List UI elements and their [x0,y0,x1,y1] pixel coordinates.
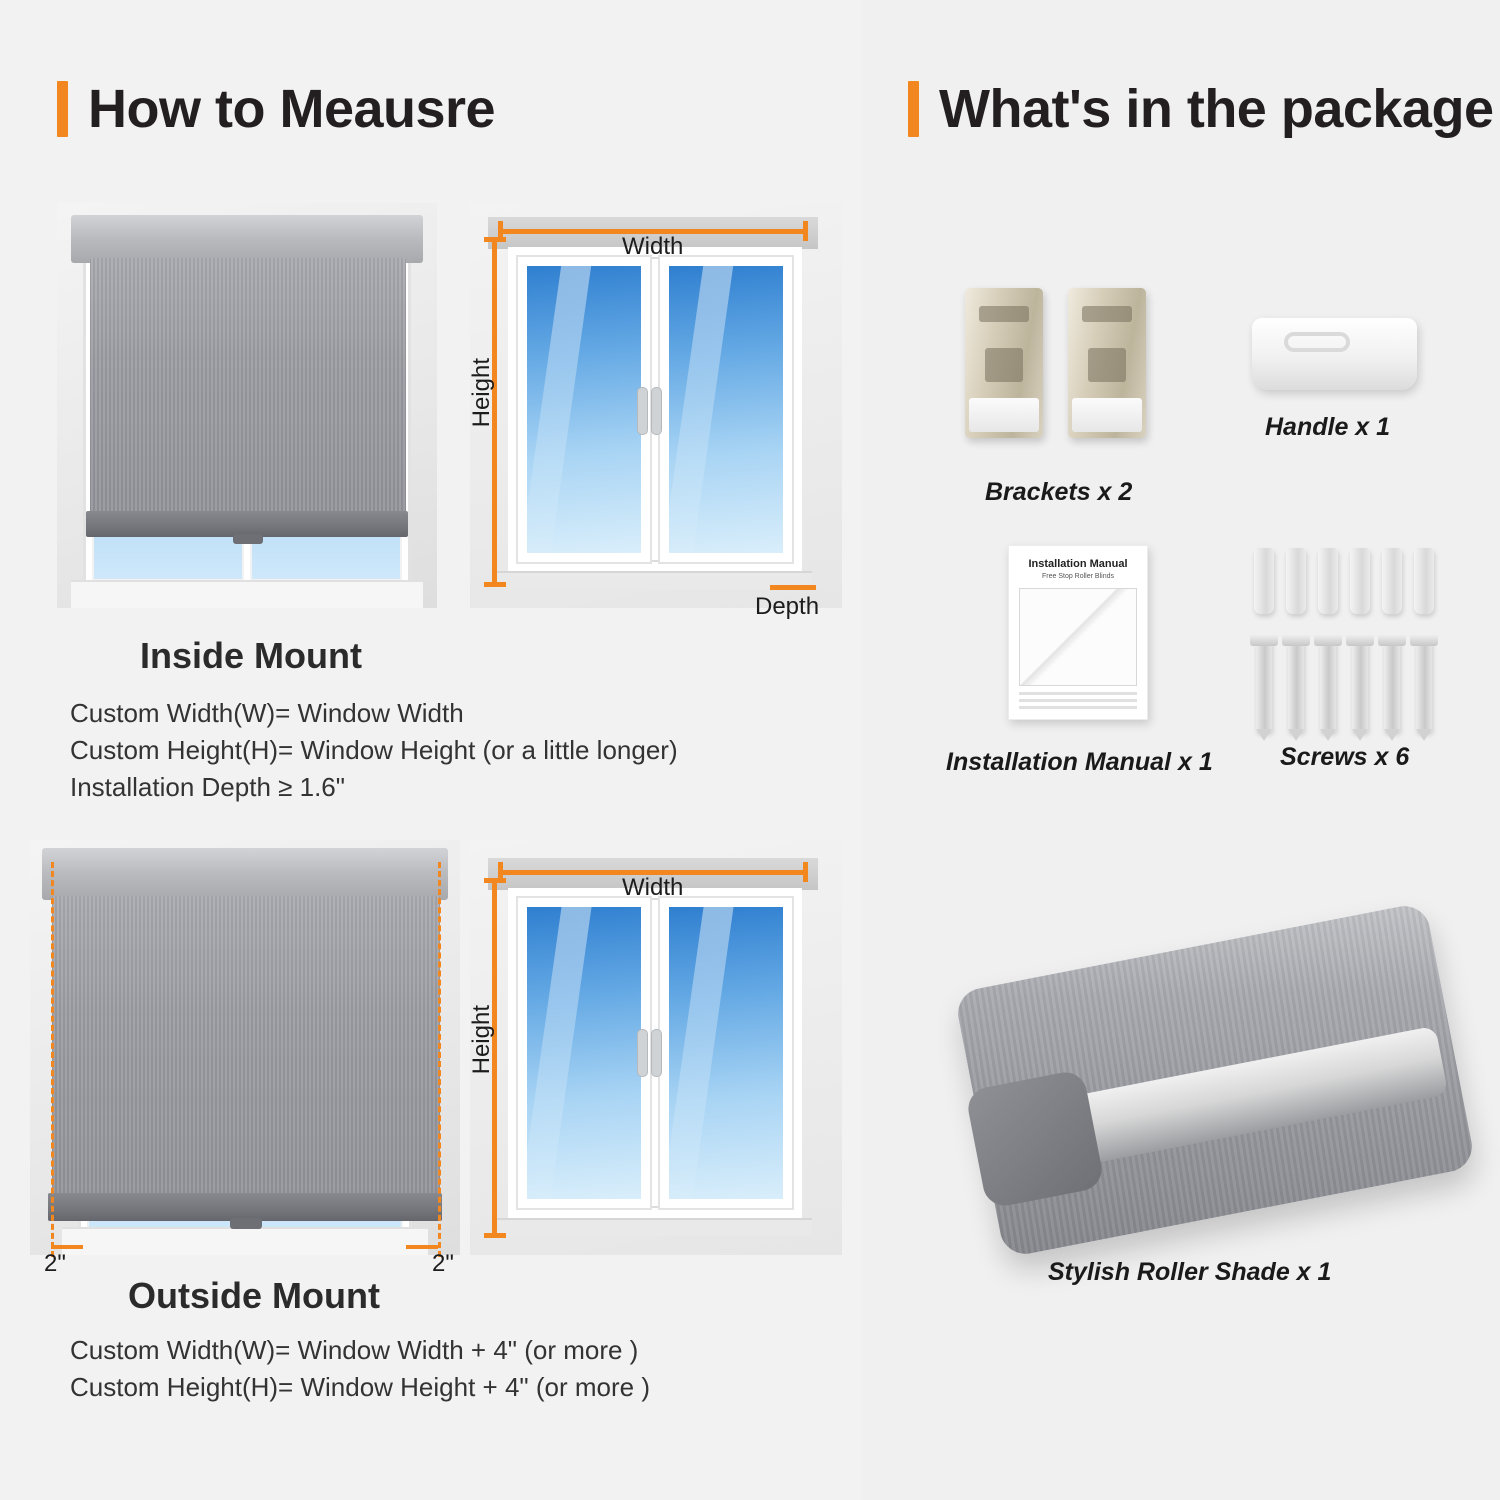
accent-bar [908,81,919,137]
bracket-base [969,398,1039,432]
outside-mount-title: Outside Mount [128,1275,380,1316]
wall-anchor-icon [1286,548,1306,614]
screw-icon [1384,640,1400,732]
inside-mount-diagram [468,203,842,620]
shade-valance [42,848,448,900]
screw-icon [1288,640,1304,732]
left-overhang-label: 2" [44,1250,66,1277]
roller-end-cap [965,1068,1106,1209]
screws-caption: Screws x 6 [1280,743,1410,771]
inside-mount-line-1: Custom Width(W)= Window Width [70,698,464,728]
accent-bar [57,81,68,137]
window-handle [638,388,647,434]
diagram-sill [494,571,812,589]
outside-mount-diagram [470,840,842,1255]
depth-measure-line [770,585,816,590]
screw-icon [1416,640,1432,732]
handle-icon [1252,318,1417,390]
window-handle [652,388,661,434]
width-label: Width [622,874,684,901]
outside-mount-line-2: Custom Height(H)= Window Height + 4" (or more ) [70,1372,650,1402]
manual-caption: Installation Manual x 1 [946,748,1213,776]
height-label: Height [468,358,495,428]
bracket-icon [965,288,1043,438]
manual-icon [1008,545,1148,720]
brackets-caption: Brackets x 2 [985,478,1133,506]
bracket-icon [1068,288,1146,438]
window-handle [652,1030,661,1076]
how-to-measure-title: How to Meausre [88,79,496,139]
width-label: Width [622,233,684,260]
shade-fabric [90,258,406,513]
window-handle [638,1030,647,1076]
package-title: What's in the package [939,79,1494,139]
screw-icon [1352,640,1368,732]
window-sill [62,1227,428,1255]
width-tick-left [498,862,503,882]
height-label: Height [468,1005,495,1075]
depth-label: Depth [755,593,820,620]
bracket-base [1072,398,1142,432]
bracket-slot [979,306,1029,322]
roller-shade-caption: Stylish Roller Shade x 1 [1048,1258,1332,1286]
manual-text-lines [1019,692,1137,709]
window-sash-right [660,898,792,1208]
handle-caption: Handle x 1 [1265,413,1391,441]
inside-mount-title: Inside Mount [140,635,362,676]
height-tick-bottom [484,582,506,587]
width-tick-right [803,862,808,882]
package-heading [908,78,1493,140]
wall-anchor-icon [1350,548,1370,614]
manual-title: Installation Manual [1028,558,1128,570]
right-overhang-line [406,1245,438,1249]
inside-mount-line-3: Installation Depth ≥ 1.6" [70,772,345,802]
window-sash-right [660,257,792,562]
window-sash-left [518,257,650,562]
roller-shade-icon [975,945,1455,1215]
handle-grip [1284,332,1350,352]
outside-mount-photo [30,840,460,1255]
bracket-slot [985,348,1023,382]
how-to-measure-heading [57,78,495,140]
shade-bottom-rail [48,1193,442,1221]
screw-icon [1256,640,1272,732]
wall-anchor-icon [1254,548,1274,614]
window-sill [71,580,423,608]
inside-mount-line-2: Custom Height(H)= Window Height (or a little longer) [70,735,678,765]
inside-mount-photo [57,203,437,608]
shade-valance [71,215,423,263]
right-overhang-label: 2" [432,1250,454,1277]
bracket-slot [1082,306,1132,322]
wall-anchor-icon [1414,548,1434,614]
height-tick-bottom [484,1233,506,1238]
left-overhang-line [51,1245,83,1249]
manual-subtitle: Free Stop Roller Blinds [1042,573,1114,580]
right-overhang-guide [438,862,441,1257]
bracket-slot [1088,348,1126,382]
wall-anchor-icon [1382,548,1402,614]
width-tick-left [498,221,503,241]
manual-illustration [1019,588,1137,686]
shade-pull-tab [233,534,263,544]
width-tick-right [803,221,808,241]
wall-anchor-icon [1318,548,1338,614]
outside-mount-line-1: Custom Width(W)= Window Width + 4" (or more ) [70,1335,639,1365]
window-sash-left [518,898,650,1208]
diagram-sill [494,1218,812,1236]
left-overhang-guide [51,862,54,1257]
shade-fabric [52,896,440,1196]
shade-pull-tab [230,1218,262,1229]
screw-icon [1320,640,1336,732]
